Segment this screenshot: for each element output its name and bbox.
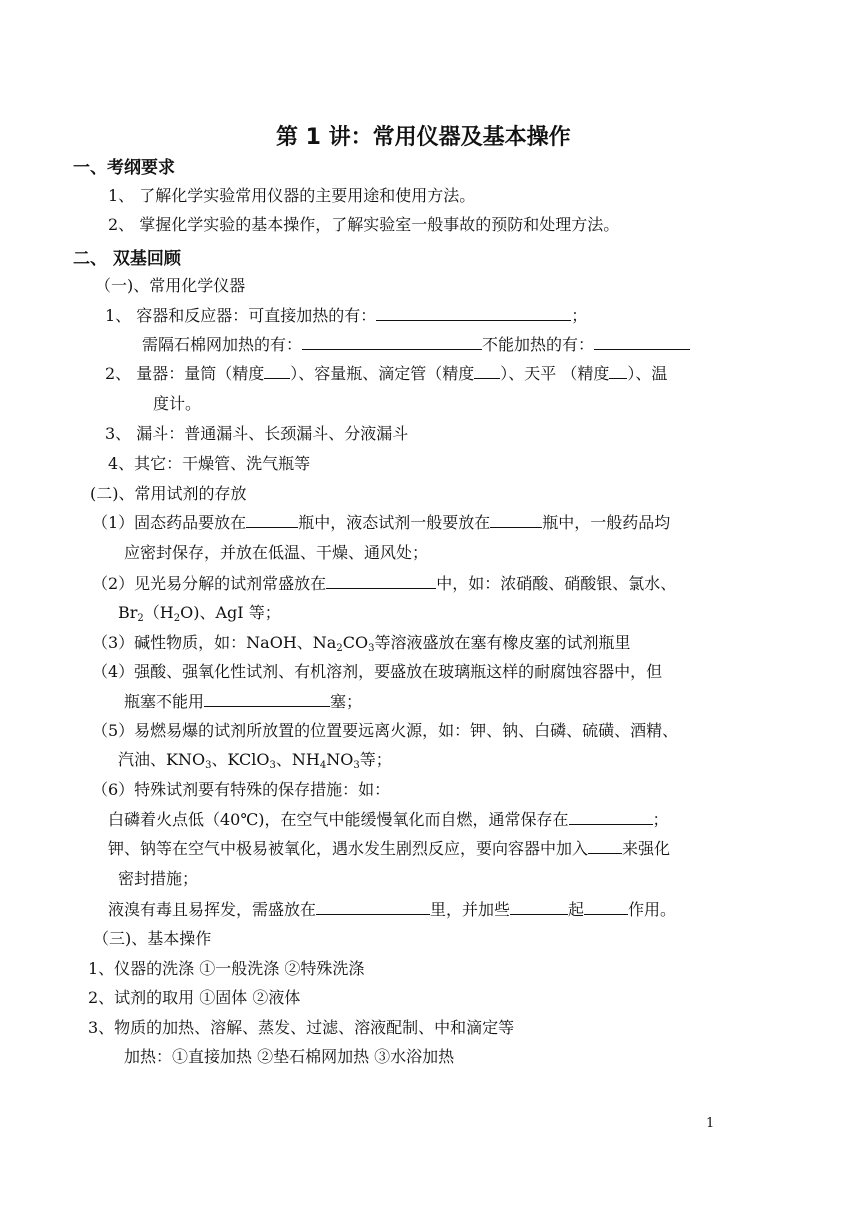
subscript: 3	[205, 760, 212, 771]
storage-6d	[108, 900, 676, 920]
subscript: 2	[336, 643, 343, 654]
text: 不能加热的有：	[482, 335, 595, 354]
text: （3）碱性物质，如：NaOH、Na	[92, 633, 337, 652]
subscript: 3	[269, 760, 276, 771]
storage-4: （4）强酸、强氧化性试剂、有机溶剂，要盛放在玻璃瓶这样的耐腐蚀容器中，但	[92, 662, 663, 681]
section-heading-1: 一、考纲要求	[73, 158, 175, 178]
storage-4b	[124, 692, 362, 712]
text: 塞；	[330, 692, 363, 711]
text: 需隔石棉网加热的有：	[142, 335, 303, 354]
text: 白磷着火点低（40℃)，在空气中能缓慢氧化而自燃，通常保存在	[108, 810, 569, 829]
text: 中，如：浓硝酸、硝酸银、氯水、	[436, 574, 677, 593]
storage-2	[92, 574, 676, 594]
operation-2: 2、试剂的取用 ①固体 ②液体	[88, 988, 301, 1007]
operation-3: 3、物质的加热、溶解、蒸发、过滤、溶液配制、中和滴定等	[88, 1018, 515, 1037]
text: 2、 量器：量筒（精度	[105, 364, 265, 383]
text: （1）固态药品要放在	[92, 513, 247, 532]
text: 等；	[359, 750, 392, 769]
text: ）、温	[627, 364, 668, 383]
text: 作用。	[628, 900, 677, 919]
operation-1: 1、仪器的洗涤 ①一般洗涤 ②特殊洗涤	[88, 959, 365, 978]
fill-blank	[569, 810, 653, 825]
text: 、KClO	[211, 750, 270, 769]
operation-4: 加热：①直接加热 ②垫石棉网加热 ③水浴加热	[124, 1047, 455, 1066]
text: 汽油、KNO	[118, 750, 206, 769]
storage-1b: 应密封保存，并放在低温、干燥、通风处；	[124, 543, 429, 562]
fill-blank	[594, 335, 690, 350]
page-number: 1	[706, 1116, 715, 1131]
text: （H	[143, 603, 174, 622]
fill-blank	[302, 335, 482, 350]
text: ）、天平 （精度	[500, 364, 610, 383]
subscript: 2	[137, 613, 144, 624]
text: 等溶液盛放在塞有橡皮塞的试剂瓶里	[374, 633, 631, 652]
subsection-1: （一)、常用化学仪器	[95, 276, 246, 295]
text: （2）见光易分解的试剂常盛放在	[92, 574, 327, 593]
instrument-line-3	[105, 364, 667, 384]
storage-2b	[118, 603, 281, 623]
storage-3	[92, 633, 630, 653]
text: 瓶塞不能用	[124, 692, 205, 711]
subscript: 3	[353, 760, 360, 771]
text: Br	[118, 603, 138, 622]
fill-blank	[246, 513, 298, 528]
instrument-line-1	[105, 306, 587, 326]
text: 液溴有毒且易挥发，需盛放在	[108, 900, 317, 919]
text: CO	[342, 633, 369, 652]
text: 来强化	[622, 839, 671, 858]
storage-5b	[118, 750, 392, 770]
fill-blank	[588, 839, 622, 854]
subsection-2: (二)、常用试剂的存放	[90, 484, 247, 503]
text: 、NH	[275, 750, 320, 769]
text: ；	[652, 810, 669, 829]
subscript: 4	[319, 760, 327, 771]
text: 里，并加些	[430, 900, 511, 919]
fill-blank	[490, 513, 542, 528]
fill-blank	[204, 692, 330, 707]
instrument-line-6: 4、其它：干燥管、洗气瓶等	[108, 454, 311, 473]
text: 瓶中，液态试剂一般要放在	[298, 513, 491, 532]
subscript: 2	[173, 613, 181, 624]
subscript: 3	[368, 643, 375, 654]
fill-blank	[264, 364, 290, 379]
fill-blank	[326, 574, 436, 589]
text: 起	[568, 900, 585, 919]
fill-blank	[376, 306, 571, 321]
instrument-line-4: 度计。	[153, 394, 202, 413]
fill-blank	[584, 900, 628, 915]
storage-5: （5）易燃易爆的试剂所放置的位置要远离火源，如：钾、钠、白磷、硫磺、酒精、	[92, 721, 679, 740]
text: O)、AgI 等；	[180, 603, 281, 622]
fill-blank	[316, 900, 430, 915]
text: NO	[326, 750, 354, 769]
fill-blank	[474, 364, 500, 379]
storage-1	[92, 513, 670, 533]
instrument-line-5: 3、 漏斗：普通漏斗、长颈漏斗、分液漏斗	[105, 424, 409, 443]
text: ；	[571, 306, 588, 325]
text: 瓶中，一般药品均	[542, 513, 671, 532]
storage-6c: 密封措施；	[118, 869, 199, 888]
subsection-3: （三)、基本操作	[93, 929, 212, 948]
page-title: 第 1 讲：常用仪器及基本操作	[276, 125, 571, 150]
s1-item-1: 1、 了解化学实验常用仪器的主要用途和使用方法。	[108, 186, 476, 205]
fill-blank	[510, 900, 568, 915]
storage-6a	[108, 810, 669, 830]
instrument-line-2	[142, 335, 690, 355]
text: ）、容量瓶、滴定管（精度	[290, 364, 475, 383]
storage-6b	[108, 839, 670, 859]
s1-item-2: 2、 掌握化学实验的基本操作，了解实验室一般事故的预防和处理方法。	[108, 215, 620, 234]
fill-blank	[609, 364, 627, 379]
section-heading-2: 二、 双基回顾	[73, 249, 181, 269]
storage-6: （6）特殊试剂要有特殊的保存措施：如：	[92, 780, 391, 799]
text: 钾、钠等在空气中极易被氧化，遇水发生剧烈反应，要向容器中加入	[108, 839, 589, 858]
text: 1、 容器和反应器：可直接加热的有：	[105, 306, 377, 325]
